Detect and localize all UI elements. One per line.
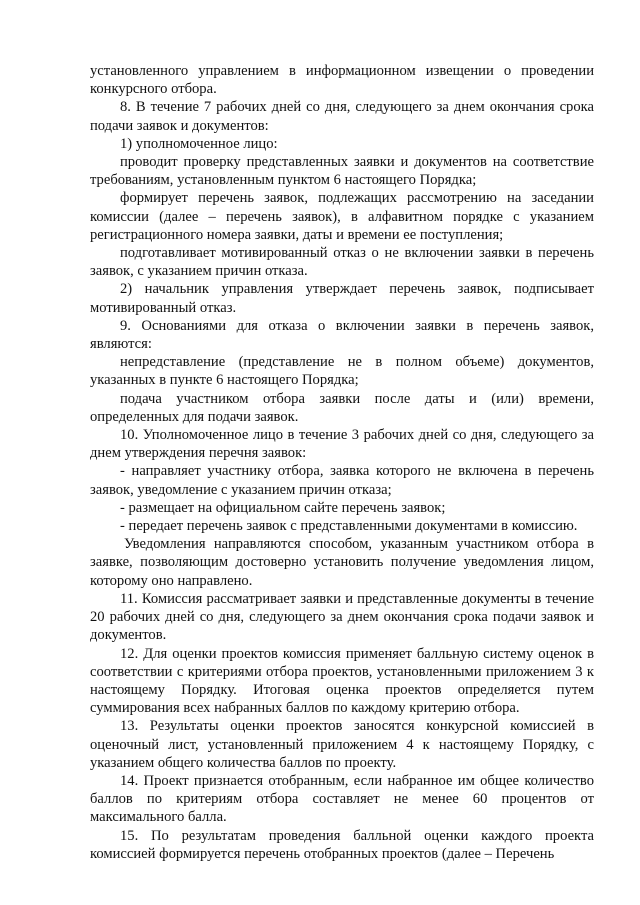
paragraph-item-8: 8. В течение 7 рабочих дней со дня, следующего за днем окончания срока подачи заявок и документов: <box>90 99 594 134</box>
paragraph-item-14: 14. Проект признается отобранным, если набранное им общее количество баллов по критериям отбора составляет не менее 60 процентов от максимального балла. <box>90 772 594 826</box>
paragraph-check: проводит проверку представленных заявки и документов на соответствие требованиям, установленным пунктом 6 настоящего Порядка; <box>90 154 594 189</box>
paragraph-refusal: подготавливает мотивированный отказ о не включении заявки в перечень заявок, с указанием причин отказа. <box>90 245 594 280</box>
paragraph-item-11: 11. Комиссия рассматривает заявки и представленные документы в течение 20 рабочих дней со дня, следующего за днем окончания срока подачи заявок и документов. <box>90 590 594 644</box>
document-body <box>90 62 594 863</box>
paragraph-transfer: - передает перечень заявок с представленными документами в комиссию. <box>120 518 578 535</box>
paragraph-notify: - направляет участнику отбора, заявка которого не включена в перечень заявок, уведомление с указанием причин отказа; <box>90 463 594 498</box>
paragraph-item-10: 10. Уполномоченное лицо в течение 3 рабочих дней со дня, следующего за днем утверждения перечня заявок: <box>90 427 594 462</box>
paragraph-item-8-1: 1) уполномоченное лицо: <box>120 135 278 152</box>
paragraph-publish: - размещает на официальном сайте перечень заявок; <box>120 499 446 516</box>
paragraph-continuation: установленного управлением в информационном извещении о проведении конкурсного отбора. <box>90 63 594 98</box>
paragraph-late-submission: подача участником отбора заявки после даты и (или) времени, определенных для подачи заявок. <box>90 390 594 425</box>
paragraph-form-list: формирует перечень заявок, подлежащих рассмотрению на заседании комиссии (далее – перечень заявок), в алфавитном порядке с указанием регистрационного номера заявки, даты и времени ее поступления; <box>90 190 594 243</box>
paragraph-nonsubmission: непредставление (представление не в полном объеме) документов, указанных в пункте 6 настоящего Порядка; <box>90 354 594 389</box>
paragraph-item-13: 13. Результаты оценки проектов заносятся конкурсной комиссией в оценочный лист, установленный приложением 4 к настоящему Порядку, с указанием общего количества баллов по проекту. <box>90 718 594 771</box>
paragraph-item-8-2: 2) начальник управления утверждает перечень заявок, подписывает мотивированный отказ. <box>90 281 594 316</box>
paragraph-item-12: 12. Для оценки проектов комиссия применяет балльную систему оценок в соответствии с критериями отбора проектов, установленными приложением 3 к настоящему Порядку. Итоговая оценка проектов определяется путем суммирования всех набранных баллов по каждому критерию отбора. <box>90 645 594 717</box>
paragraph-item-15: 15. По результатам проведения балльной оценки каждого проекта комиссией формируется перечень отобранных проектов (далее – Перечень <box>90 827 594 862</box>
paragraph-item-9: 9. Основаниями для отказа о включении заявки в перечень заявок, являются: <box>90 317 594 353</box>
paragraph-notifications: Уведомления направляются способом, указанным участником отбора в заявке, позволяющим достоверно установить получение уведомления лицом, которому оно направлено. <box>90 536 594 589</box>
